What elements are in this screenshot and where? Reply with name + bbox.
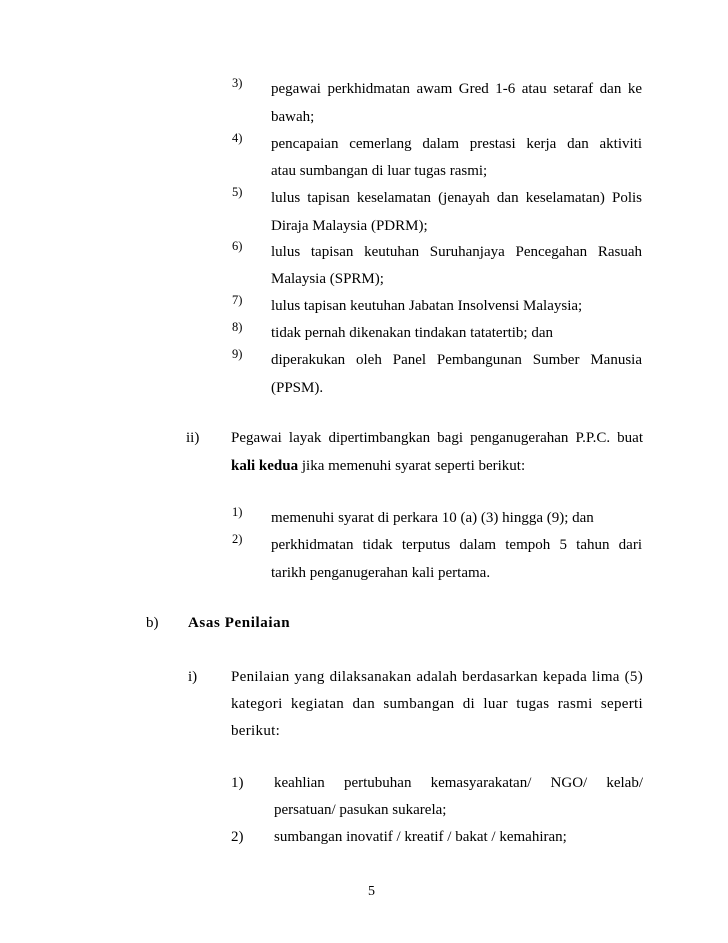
list-number: 7) <box>232 293 243 307</box>
list-number: 2) <box>231 829 244 845</box>
list-item-text: lulus tapisan keutuhan Suruhanjaya Pencegahan Rasuah <box>271 244 642 260</box>
page-number: 5 <box>368 884 375 899</box>
list-number: ii) <box>186 430 200 446</box>
paragraph-text <box>231 453 525 480</box>
list-item-text: Malaysia (SPRM); <box>271 271 384 287</box>
list-number: 4) <box>232 131 243 145</box>
list-item-text: bawah; <box>271 109 315 125</box>
list-number: 8) <box>232 320 243 334</box>
paragraph-text: Pegawai layak dipertimbangkan bagi penganugerahan P.P.C. buat <box>231 430 643 446</box>
list-number: 3) <box>232 76 243 90</box>
list-item-text: lulus tapisan keselamatan (jenayah dan keselamatan) Polis <box>271 190 642 206</box>
list-item-text: persatuan/ pasukan sukarela; <box>274 802 447 818</box>
list-item-text: lulus tapisan keutuhan Jabatan Insolvensi Malaysia; <box>271 298 583 314</box>
list-item-text: (PPSM). <box>271 380 324 396</box>
list-number: 2) <box>232 532 243 546</box>
list-item-text: diperakukan oleh Panel Pembangunan Sumber Manusia <box>271 352 642 368</box>
list-number: 6) <box>232 239 243 253</box>
list-item-text: perkhidmatan tidak terputus dalam tempoh 5 tahun dari <box>271 537 642 553</box>
list-number: 5) <box>232 185 243 199</box>
paragraph-text: Penilaian yang dilaksanakan adalah berdasarkan kepada lima (5) <box>231 669 643 685</box>
emphasis-text: kali kedua <box>231 458 299 474</box>
list-item-text: pencapaian cemerlang dalam prestasi kerja dan aktiviti <box>271 136 642 152</box>
list-item-text: tidak pernah dikenakan tindakan tatatertib; dan <box>271 325 553 341</box>
list-item-text: sumbangan inovatif / kreatif / bakat / kemahiran; <box>274 829 567 845</box>
section-heading: Asas Penilaian <box>188 615 291 631</box>
section-number: b) <box>146 615 159 631</box>
paragraph-text: berikut: <box>231 723 281 739</box>
list-number: 1) <box>232 505 243 519</box>
paragraph-text: kategori kegiatan dan sumbangan di luar tugas rasmi seperti <box>231 696 643 712</box>
list-item-text: Diraja Malaysia (PDRM); <box>271 218 428 234</box>
list-item-text: keahlian pertubuhan kemasyarakatan/ NGO/ kelab/ <box>274 775 643 791</box>
list-item-text: tarikh penganugerahan kali pertama. <box>271 565 491 581</box>
list-item-text: pegawai perkhidmatan awam Gred 1-6 atau setaraf dan ke <box>271 81 642 97</box>
paragraph-text-rest: jika memenuhi syarat seperti berikut: <box>298 458 526 474</box>
list-item-text: memenuhi syarat di perkara 10 (a) (3) hingga (9); dan <box>271 510 594 526</box>
list-number: 9) <box>232 347 243 361</box>
list-number: i) <box>188 669 198 685</box>
list-item-text: atau sumbangan di luar tugas rasmi; <box>271 163 488 179</box>
list-number: 1) <box>231 775 244 791</box>
